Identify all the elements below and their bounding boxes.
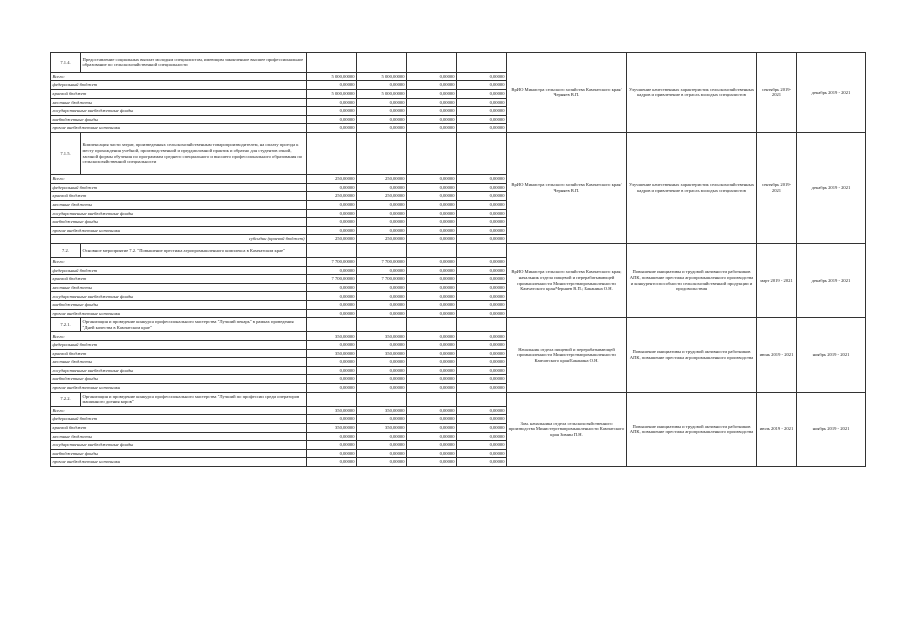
funding-amount: 0,00000 bbox=[407, 72, 457, 81]
funding-amount: 0,00000 bbox=[407, 332, 457, 341]
funding-amount: 0,00000 bbox=[407, 423, 457, 432]
activity-code: 7.2.2. bbox=[51, 392, 81, 406]
funding-source-label: федеральный бюджет bbox=[51, 415, 307, 424]
activity-code: 7.2. bbox=[51, 243, 81, 257]
funding-amount: 0,00000 bbox=[357, 226, 407, 235]
funding-source-label: внебюджетные фонды bbox=[51, 301, 307, 310]
funding-amount: 0,00000 bbox=[457, 458, 507, 467]
funding-amount: 0,00000 bbox=[457, 266, 507, 275]
funding-source-label: краевой бюджет bbox=[51, 192, 307, 201]
funding-amount: 0,00000 bbox=[457, 235, 507, 244]
funding-source-label: государственные внебюджетные фонды bbox=[51, 292, 307, 301]
funding-source-label: субсидии (краевой бюджет) bbox=[51, 235, 307, 244]
funding-amount: 0,00000 bbox=[457, 81, 507, 90]
funding-amount: 0,00000 bbox=[407, 458, 457, 467]
activity-title: Компенсация части затрат, произведенных сельскохозяйственным товаропроизводителем, на оплату проезда к месту прохождения учебной, производственной и преддипломной практик и обратно для студентов очной, заочной формы обучения по программам среднего специального и высшего профессионального образования по сельскохозяйственной специальности bbox=[81, 132, 307, 174]
funding-amount: 0,00000 bbox=[307, 209, 357, 218]
funding-source-label: краевой бюджет bbox=[51, 275, 307, 284]
funding-amount: 0,00000 bbox=[407, 375, 457, 384]
activity-title-row bbox=[51, 132, 866, 174]
funding-source-label: внебюджетные фонды bbox=[51, 449, 307, 458]
funding-amount: 0,00000 bbox=[357, 200, 407, 209]
funding-amount: 0,00000 bbox=[457, 89, 507, 98]
activity-title-row bbox=[51, 53, 866, 73]
funding-amount: 0,00000 bbox=[307, 218, 357, 227]
funding-amount: 0,00000 bbox=[457, 200, 507, 209]
empty-value-cell bbox=[457, 132, 507, 174]
empty-value-cell bbox=[407, 243, 457, 257]
funding-source-label: государственные внебюджетные фонды bbox=[51, 366, 307, 375]
funding-source-label: прочие внебюджетные источники bbox=[51, 226, 307, 235]
funding-amount: 0,00000 bbox=[407, 175, 457, 184]
funding-amount: 0,00000 bbox=[357, 115, 407, 124]
expected-result: Повышение инициативы и трудовой активности работников АПК, повышение престижа агропромышленного производства и конкурентоспособности сельскохозяйственной продукции и продовольствия bbox=[627, 243, 757, 317]
funding-amount: 0,00000 bbox=[457, 366, 507, 375]
funding-amount: 350,00000 bbox=[307, 423, 357, 432]
funding-amount: 0,00000 bbox=[407, 292, 457, 301]
empty-value-cell bbox=[457, 243, 507, 257]
funding-amount: 0,00000 bbox=[357, 415, 407, 424]
funding-amount: 0,00000 bbox=[307, 183, 357, 192]
funding-amount: 0,00000 bbox=[457, 341, 507, 350]
start-date: сентябрь 2019-2021 bbox=[757, 132, 797, 243]
funding-source-label: внебюджетные фонды bbox=[51, 375, 307, 384]
responsible-executor: Начальник отдела пищевой и перерабатывающей промышленности Министерствапромышленности Камчатского края/Баканина О.Н. bbox=[507, 318, 627, 392]
empty-value-cell bbox=[457, 392, 507, 406]
empty-value-cell bbox=[357, 392, 407, 406]
funding-amount: 0,00000 bbox=[357, 292, 407, 301]
funding-amount: 0,00000 bbox=[457, 183, 507, 192]
funding-source-label: федеральный бюджет bbox=[51, 183, 307, 192]
funding-amount: 0,00000 bbox=[457, 226, 507, 235]
empty-value-cell bbox=[457, 318, 507, 332]
responsible-executor: ВрИО Министра сельского хозяйства Камчатского края/Черняев В.П. bbox=[507, 132, 627, 243]
funding-source-label: прочие внебюджетные источники bbox=[51, 124, 307, 133]
funding-amount: 0,00000 bbox=[307, 98, 357, 107]
funding-amount: 0,00000 bbox=[457, 301, 507, 310]
empty-value-cell bbox=[307, 132, 357, 174]
funding-amount: 7 700,00000 bbox=[307, 258, 357, 267]
funding-amount: 0,00000 bbox=[457, 415, 507, 424]
funding-amount: 0,00000 bbox=[457, 383, 507, 392]
funding-amount: 0,00000 bbox=[407, 209, 457, 218]
funding-amount: 0,00000 bbox=[457, 98, 507, 107]
activity-title: Предоставление социальных выплат молодым специалистам, имеющим законченное высшее профессиональное образование по сельскохозяйственной специальности bbox=[81, 53, 307, 73]
funding-source-label: прочие внебюджетные источники bbox=[51, 458, 307, 467]
funding-amount: 0,00000 bbox=[457, 115, 507, 124]
funding-amount: 350,00000 bbox=[307, 349, 357, 358]
activity-title: Организация и проведение конкурса профессионального мастерства "Лучший по профессии среди операторов машинного доения коров" bbox=[81, 392, 307, 406]
funding-amount: 0,00000 bbox=[457, 218, 507, 227]
funding-amount: 0,00000 bbox=[357, 218, 407, 227]
funding-amount: 0,00000 bbox=[457, 275, 507, 284]
funding-amount: 0,00000 bbox=[407, 81, 457, 90]
activity-title: Основное мероприятие 7.2. "Повышение престижа агропромышленного комплекса в Камчатском крае" bbox=[81, 243, 307, 257]
funding-amount: 0,00000 bbox=[307, 341, 357, 350]
funding-amount: 0,00000 bbox=[407, 89, 457, 98]
funding-amount: 0,00000 bbox=[407, 309, 457, 318]
funding-source-label: федеральный бюджет bbox=[51, 341, 307, 350]
funding-amount: 7 700,00000 bbox=[307, 275, 357, 284]
funding-amount: 0,00000 bbox=[407, 226, 457, 235]
funding-amount: 5 000,00000 bbox=[357, 89, 407, 98]
funding-amount: 0,00000 bbox=[407, 266, 457, 275]
funding-source-label: местные бюджеты bbox=[51, 200, 307, 209]
funding-amount: 350,00000 bbox=[307, 332, 357, 341]
funding-source-label: федеральный бюджет bbox=[51, 266, 307, 275]
activity-code: 7.2.1. bbox=[51, 318, 81, 332]
document-page bbox=[50, 52, 865, 580]
funding-amount: 250,00000 bbox=[307, 175, 357, 184]
funding-amount: 0,00000 bbox=[357, 283, 407, 292]
funding-source-label: местные бюджеты bbox=[51, 432, 307, 441]
activity-code: 7.1.5. bbox=[51, 132, 81, 174]
funding-amount: 0,00000 bbox=[307, 366, 357, 375]
funding-amount: 0,00000 bbox=[357, 309, 407, 318]
funding-amount: 0,00000 bbox=[407, 200, 457, 209]
funding-amount: 0,00000 bbox=[357, 124, 407, 133]
funding-source-label: государственные внебюджетные фонды bbox=[51, 209, 307, 218]
funding-amount: 350,00000 bbox=[357, 332, 407, 341]
funding-amount: 0,00000 bbox=[407, 441, 457, 450]
funding-amount: 250,00000 bbox=[357, 235, 407, 244]
funding-source-label: Всего: bbox=[51, 332, 307, 341]
activity-title-row bbox=[51, 318, 866, 332]
funding-amount: 7 700,00000 bbox=[357, 258, 407, 267]
funding-amount: 0,00000 bbox=[407, 406, 457, 415]
activity-title-row bbox=[51, 392, 866, 406]
funding-amount: 0,00000 bbox=[407, 235, 457, 244]
funding-amount: 0,00000 bbox=[357, 341, 407, 350]
start-date: март 2019 - 2021 bbox=[757, 243, 797, 317]
funding-amount: 0,00000 bbox=[407, 341, 457, 350]
funding-source-label: внебюджетные фонды bbox=[51, 115, 307, 124]
funding-amount: 5 000,00000 bbox=[307, 89, 357, 98]
funding-amount: 0,00000 bbox=[357, 432, 407, 441]
funding-amount: 0,00000 bbox=[407, 218, 457, 227]
end-date: ноябрь 2019 - 2021 bbox=[797, 318, 866, 392]
funding-amount: 0,00000 bbox=[457, 175, 507, 184]
funding-amount: 0,00000 bbox=[307, 309, 357, 318]
funding-source-label: Всего: bbox=[51, 72, 307, 81]
funding-amount: 5 000,00000 bbox=[357, 72, 407, 81]
funding-source-label: местные бюджеты bbox=[51, 283, 307, 292]
funding-amount: 0,00000 bbox=[407, 383, 457, 392]
funding-amount: 0,00000 bbox=[457, 209, 507, 218]
funding-amount: 0,00000 bbox=[357, 209, 407, 218]
funding-amount: 0,00000 bbox=[357, 458, 407, 467]
empty-value-cell bbox=[307, 243, 357, 257]
funding-amount: 0,00000 bbox=[457, 441, 507, 450]
funding-amount: 0,00000 bbox=[357, 266, 407, 275]
funding-amount: 0,00000 bbox=[307, 358, 357, 367]
start-date: сентябрь 2019-2021 bbox=[757, 53, 797, 133]
funding-amount: 0,00000 bbox=[357, 183, 407, 192]
funding-amount: 0,00000 bbox=[307, 124, 357, 133]
empty-value-cell bbox=[407, 392, 457, 406]
funding-amount: 0,00000 bbox=[357, 358, 407, 367]
funding-amount: 0,00000 bbox=[307, 449, 357, 458]
funding-amount: 0,00000 bbox=[357, 81, 407, 90]
start-date: июнь 2019 - 2021 bbox=[757, 318, 797, 392]
funding-amount: 0,00000 bbox=[407, 107, 457, 116]
end-date: декабрь 2019 - 2021 bbox=[797, 243, 866, 317]
funding-source-label: местные бюджеты bbox=[51, 98, 307, 107]
funding-amount: 0,00000 bbox=[407, 275, 457, 284]
funding-amount: 0,00000 bbox=[307, 266, 357, 275]
funding-amount: 0,00000 bbox=[357, 441, 407, 450]
funding-amount: 0,00000 bbox=[407, 449, 457, 458]
funding-amount: 0,00000 bbox=[457, 258, 507, 267]
funding-amount: 0,00000 bbox=[407, 358, 457, 367]
funding-amount: 0,00000 bbox=[307, 81, 357, 90]
funding-amount: 0,00000 bbox=[457, 72, 507, 81]
empty-value-cell bbox=[357, 318, 407, 332]
funding-source-label: Всего: bbox=[51, 406, 307, 415]
funding-amount: 0,00000 bbox=[407, 258, 457, 267]
funding-amount: 0,00000 bbox=[407, 349, 457, 358]
funding-amount: 0,00000 bbox=[307, 441, 357, 450]
funding-amount: 0,00000 bbox=[407, 283, 457, 292]
expected-result: Улучшение качественных характеристик сельскохозяйственных кадров и привлечение в отрасль молодых специалистов bbox=[627, 132, 757, 243]
funding-amount: 250,00000 bbox=[357, 175, 407, 184]
funding-amount: 0,00000 bbox=[407, 192, 457, 201]
empty-value-cell bbox=[407, 53, 457, 73]
funding-amount: 0,00000 bbox=[357, 366, 407, 375]
funding-amount: 0,00000 bbox=[407, 432, 457, 441]
empty-value-cell bbox=[357, 132, 407, 174]
funding-amount: 7 700,00000 bbox=[357, 275, 407, 284]
funding-amount: 0,00000 bbox=[457, 406, 507, 415]
activity-title: Организация и проведение конкурса профессионального мастерства "Лучший пекарь" в рамках проведения "Дней качества в Камчатском крае" bbox=[81, 318, 307, 332]
funding-amount: 0,00000 bbox=[307, 415, 357, 424]
funding-amount: 0,00000 bbox=[357, 98, 407, 107]
expected-result: Повышение инициативы и трудовой активности работников АПК, повышение престижа агропромышленного производства bbox=[627, 392, 757, 466]
funding-amount: 0,00000 bbox=[307, 375, 357, 384]
end-date: ноябрь 2019 - 2021 bbox=[797, 392, 866, 466]
funding-source-label: Всего: bbox=[51, 258, 307, 267]
funding-amount: 0,00000 bbox=[357, 375, 407, 384]
funding-amount: 0,00000 bbox=[357, 449, 407, 458]
activity-title-row bbox=[51, 243, 866, 257]
funding-amount: 0,00000 bbox=[457, 332, 507, 341]
funding-amount: 0,00000 bbox=[407, 366, 457, 375]
start-date: июль 2019 - 2021 bbox=[757, 392, 797, 466]
empty-value-cell bbox=[307, 53, 357, 73]
funding-amount: 0,00000 bbox=[457, 192, 507, 201]
funding-source-label: прочие внебюджетные источники bbox=[51, 309, 307, 318]
funding-amount: 0,00000 bbox=[407, 124, 457, 133]
end-date: декабрь 2019 - 2021 bbox=[797, 132, 866, 243]
funding-source-label: государственные внебюджетные фонды bbox=[51, 107, 307, 116]
funding-source-label: внебюджетные фонды bbox=[51, 218, 307, 227]
responsible-executor: ВрИО Министра сельского хозяйства Камчатского края/Черняев В.П. bbox=[507, 53, 627, 133]
funding-amount: 0,00000 bbox=[307, 115, 357, 124]
funding-amount: 0,00000 bbox=[307, 301, 357, 310]
funding-amount: 0,00000 bbox=[407, 98, 457, 107]
empty-value-cell bbox=[407, 132, 457, 174]
funding-amount: 0,00000 bbox=[307, 432, 357, 441]
funding-amount: 0,00000 bbox=[457, 292, 507, 301]
funding-source-label: государственные внебюджетные фонды bbox=[51, 441, 307, 450]
funding-amount: 0,00000 bbox=[307, 458, 357, 467]
funding-source-label: местные бюджеты bbox=[51, 358, 307, 367]
empty-value-cell bbox=[307, 318, 357, 332]
funding-amount: 5 000,00000 bbox=[307, 72, 357, 81]
funding-amount: 0,00000 bbox=[407, 301, 457, 310]
funding-source-label: федеральный бюджет bbox=[51, 81, 307, 90]
empty-value-cell bbox=[357, 53, 407, 73]
funding-amount: 0,00000 bbox=[407, 415, 457, 424]
funding-amount: 0,00000 bbox=[307, 383, 357, 392]
funding-amount: 0,00000 bbox=[307, 200, 357, 209]
funding-source-label: краевой бюджет bbox=[51, 349, 307, 358]
expected-result: Повышение инициативы и трудовой активности работников АПК, повышение престижа агропромышленного производства bbox=[627, 318, 757, 392]
funding-amount: 0,00000 bbox=[457, 375, 507, 384]
funding-amount: 350,00000 bbox=[357, 349, 407, 358]
funding-amount: 250,00000 bbox=[307, 235, 357, 244]
empty-value-cell bbox=[457, 53, 507, 73]
funding-amount: 350,00000 bbox=[357, 423, 407, 432]
funding-amount: 0,00000 bbox=[457, 107, 507, 116]
funding-amount: 0,00000 bbox=[307, 283, 357, 292]
funding-amount: 0,00000 bbox=[407, 115, 457, 124]
responsible-executor: Зам. начальника отдела сельскохозяйственного производства Министерствапромышленности Камчатского края Зимин П.Н. bbox=[507, 392, 627, 466]
funding-amount: 0,00000 bbox=[457, 349, 507, 358]
funding-amount: 350,00000 bbox=[357, 406, 407, 415]
funding-amount: 0,00000 bbox=[457, 432, 507, 441]
funding-amount: 0,00000 bbox=[357, 301, 407, 310]
funding-amount: 0,00000 bbox=[457, 449, 507, 458]
funding-amount: 250,00000 bbox=[357, 192, 407, 201]
funding-amount: 0,00000 bbox=[357, 107, 407, 116]
responsible-executor: ВрИО Министра сельского хозяйства Камчатского края; начальник отдела пищевой и перерабатывающей промышленности Министерствапромышленности Камчатского края/Черняев В.П.; Баканина О.Н. bbox=[507, 243, 627, 317]
funding-amount: 0,00000 bbox=[307, 107, 357, 116]
funding-amount: 0,00000 bbox=[457, 309, 507, 318]
funding-amount: 0,00000 bbox=[457, 358, 507, 367]
funding-source-label: Всего: bbox=[51, 175, 307, 184]
funding-amount: 0,00000 bbox=[457, 124, 507, 133]
funding-amount: 350,00000 bbox=[307, 406, 357, 415]
funding-amount: 0,00000 bbox=[307, 292, 357, 301]
funding-amount: 0,00000 bbox=[457, 423, 507, 432]
empty-value-cell bbox=[407, 318, 457, 332]
funding-amount: 0,00000 bbox=[457, 283, 507, 292]
end-date: декабрь 2019 - 2021 bbox=[797, 53, 866, 133]
funding-amount: 0,00000 bbox=[307, 226, 357, 235]
funding-source-label: краевой бюджет bbox=[51, 89, 307, 98]
empty-value-cell bbox=[307, 392, 357, 406]
expected-result: Улучшение качественных характеристик сельскохозяйственных кадров и привлечение в отрасль молодых специалистов bbox=[627, 53, 757, 133]
funding-source-label: краевой бюджет bbox=[51, 423, 307, 432]
activity-code: 7.1.4. bbox=[51, 53, 81, 73]
funding-amount: 0,00000 bbox=[357, 383, 407, 392]
funding-amount: 250,00000 bbox=[307, 192, 357, 201]
funding-source-label: прочие внебюджетные источники bbox=[51, 383, 307, 392]
funding-amount: 0,00000 bbox=[407, 183, 457, 192]
empty-value-cell bbox=[357, 243, 407, 257]
program-activities-table bbox=[50, 52, 866, 467]
